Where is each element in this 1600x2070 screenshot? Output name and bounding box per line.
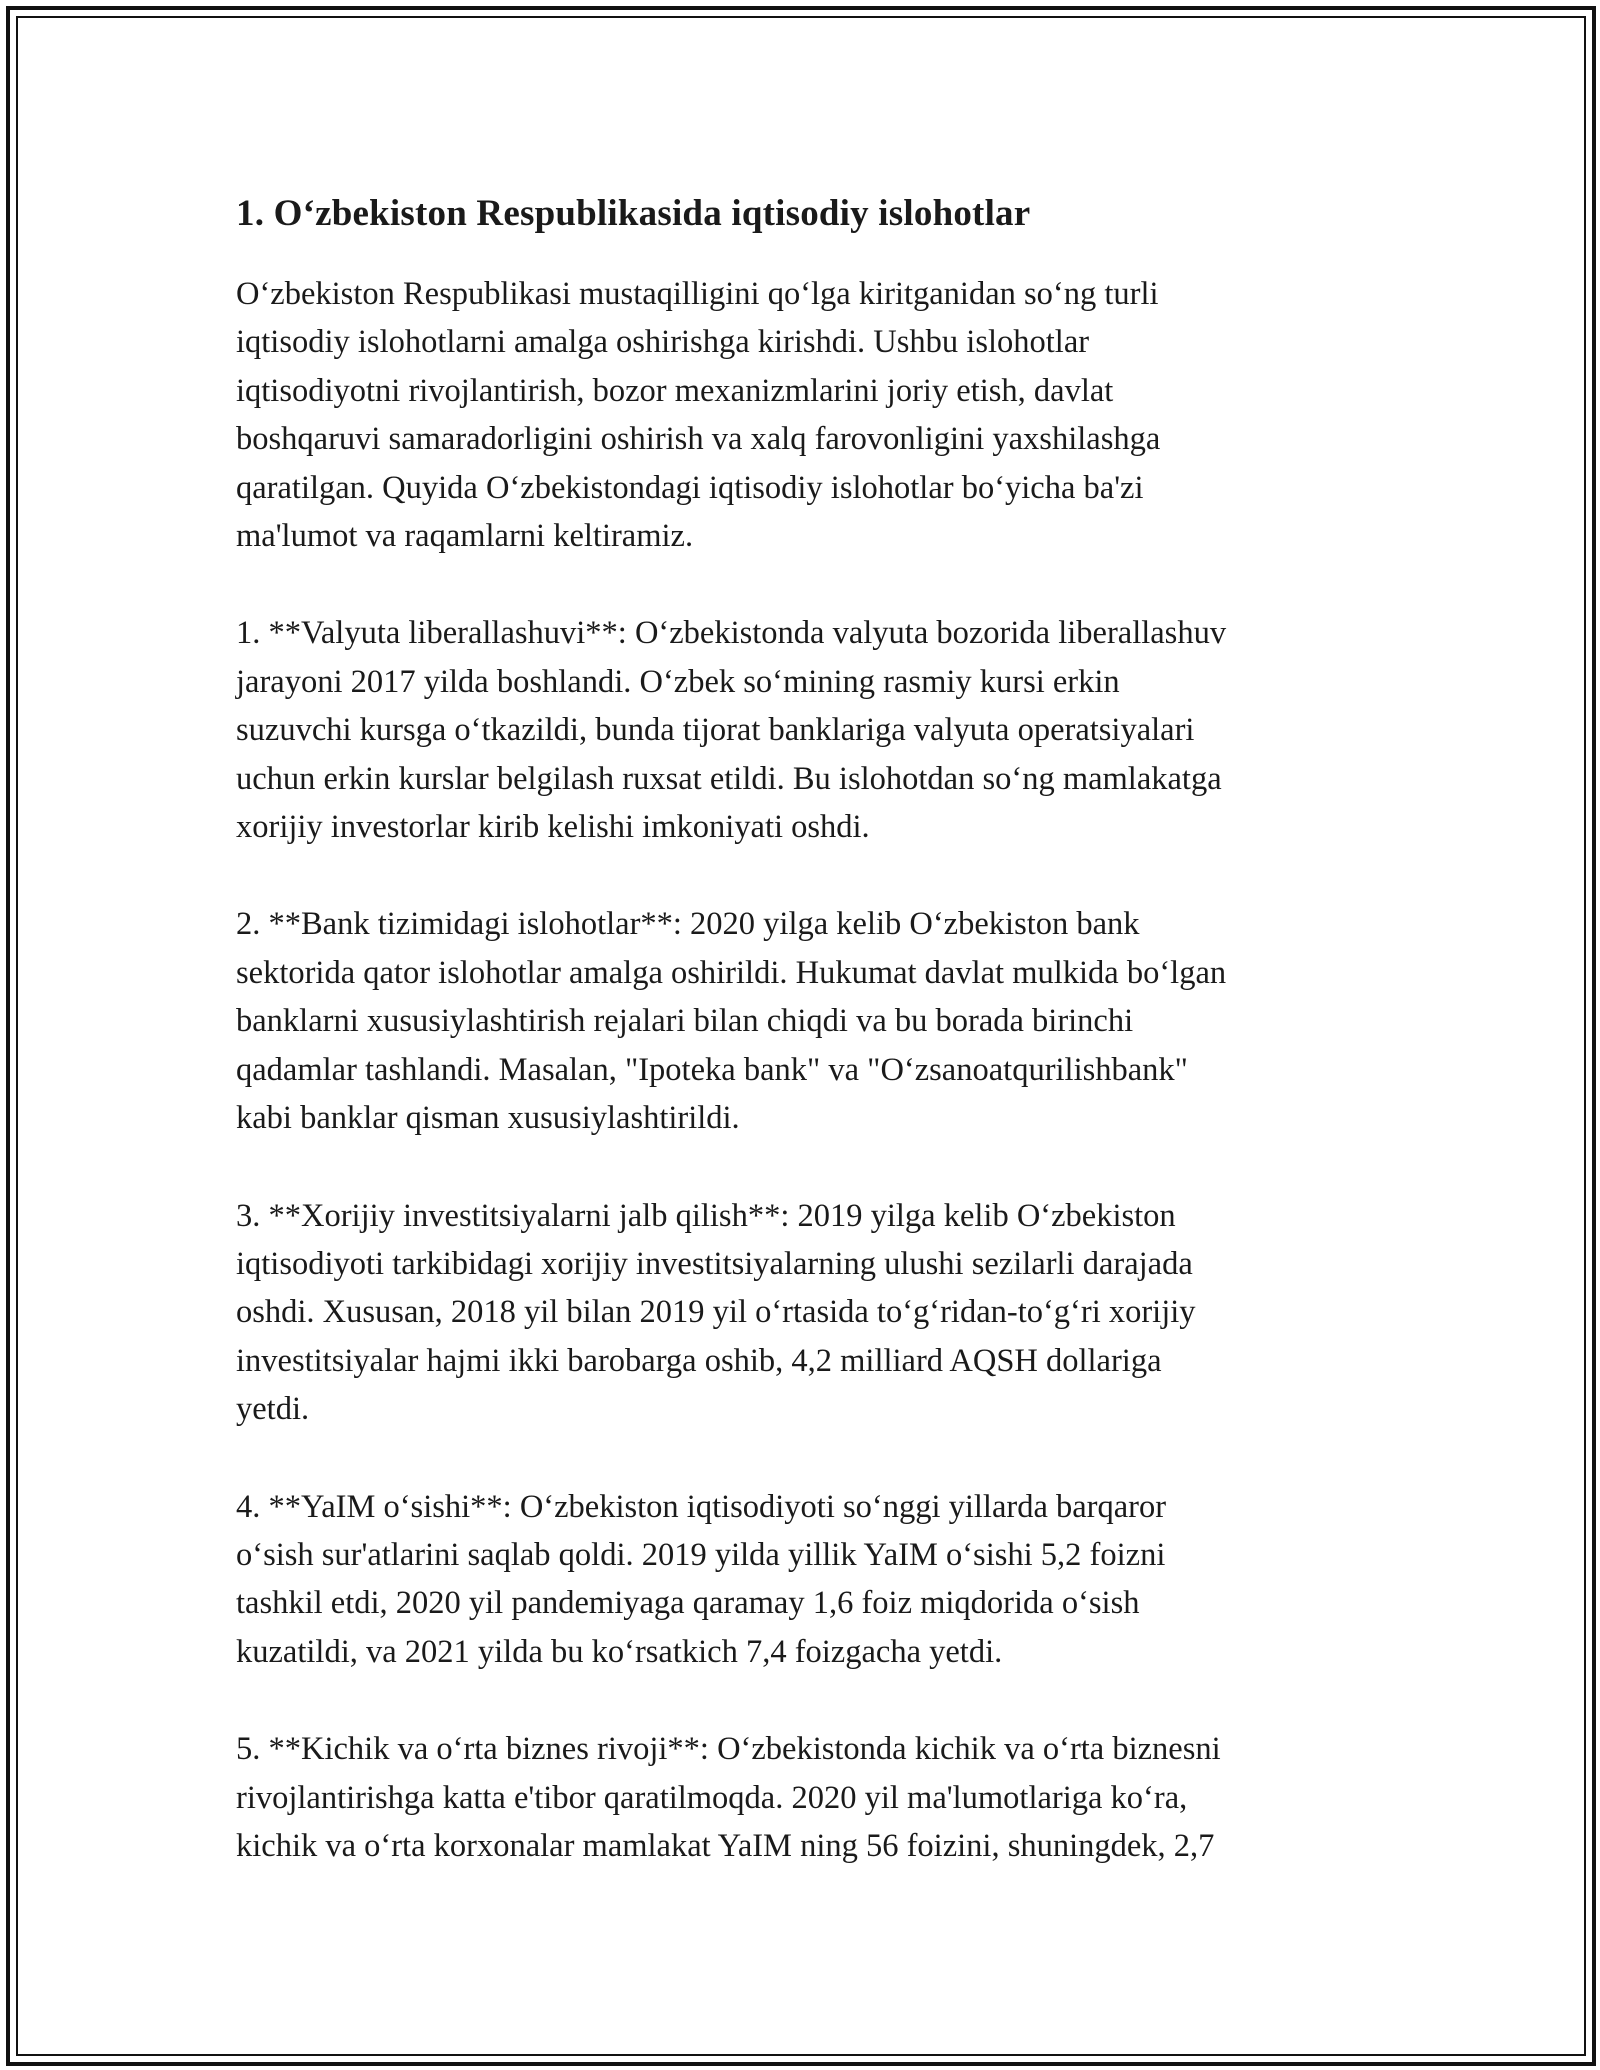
document-body <box>236 186 1376 1919</box>
paragraph-gdp-growth: 4. **YaIM oʻsishi**: Oʻzbekiston iqtisodiyoti soʻnggi yillarda barqaror oʻsish sur'atlarini saqlab qoldi. 2019 yilda yillik YaIM oʻsishi 5,2 foizni tashkil etdi, 2020 yil pandemiyaga qaramay 1,6 foiz miqdorida oʻsish kuzatildi, va 2021 yilda bu koʻrsatkich 7,4 foizgacha yetdi. <box>236 1488 1167 1670</box>
paragraph-banking-reforms: 2. **Bank tizimidagi islohotlar**: 2020 yilga kelib Oʻzbekiston bank sektorida qator islohotlar amalga oshirildi. Hukumat davlat mulkida boʻlgan banklarni xususiylashtirish rejalari bilan chiqdi va bu borada birinchi qadamlar tashlandi. Masalan, "Ipoteka bank" va "Oʻzsanoatqurilishbank" kabi banklar qisman xususiylashtirildi. <box>236 906 1227 1137</box>
paragraph-currency-liberalization: 1. **Valyuta liberallashuvi**: Oʻzbekistonda valyuta bozorida liberallashuv jarayoni 2017 yilda boshlandi. Oʻzbek soʻmining rasmiy kursi erkin suzuvchi kursga oʻtkazildi, bunda tijorat banklariga valyuta operatsiyalari uchun erkin kurslar belgilash ruxsat etildi. Bu islohotdan soʻng mamlakatga xorijiy investorlar kirib kelishi imkoniyati oshdi. <box>236 615 1227 846</box>
document-title: 1. Oʻzbekiston Respublikasida iqtisodiy islohotlar <box>236 193 1031 234</box>
intro-paragraph: Oʻzbekiston Respublikasi mustaqilligini qoʻlga kiritganidan soʻng turli iqtisodiy islohotlarni amalga oshirishga kirishdi. Ushbu islohotlar iqtisodiyotni rivojlantirish, bozor mexanizmlarini joriy etish, davlat boshqaruvi samaradorligini oshirish va xalq farovonligini yaxshilashga qaratilgan. Quyida Oʻzbekistondagi iqtisodiy islohotlar boʻyicha ba'zi ma'lumot va raqamlarni keltiramiz. <box>236 276 1161 555</box>
paragraph-small-business: 5. **Kichik va oʻrta biznes rivoji**: Oʻzbekistonda kichik va oʻrta biznesni rivojlantirishga katta e'tibor qaratilmoqda. 2020 yil ma'lumotlariga koʻra, kichik va oʻrta korxonalar mamlakat YaIM ning 56 foizini, shuningdek, 2,7 <box>236 1731 1221 1864</box>
paragraph-foreign-investment: 3. **Xorijiy investitsiyalarni jalb qilish**: 2019 yilga kelib Oʻzbekiston iqtisodiyoti tarkibidagi xorijiy investitsiyalarning ulushi sezilarli darajada oshdi. Xususan, 2018 yil bilan 2019 yil oʻrtasida toʻgʻridan-toʻgʻri xorijiy investitsiyalar hajmi ikki barobarga oshib, 4,2 milliard AQSH dollariga yetdi. <box>236 1197 1196 1428</box>
